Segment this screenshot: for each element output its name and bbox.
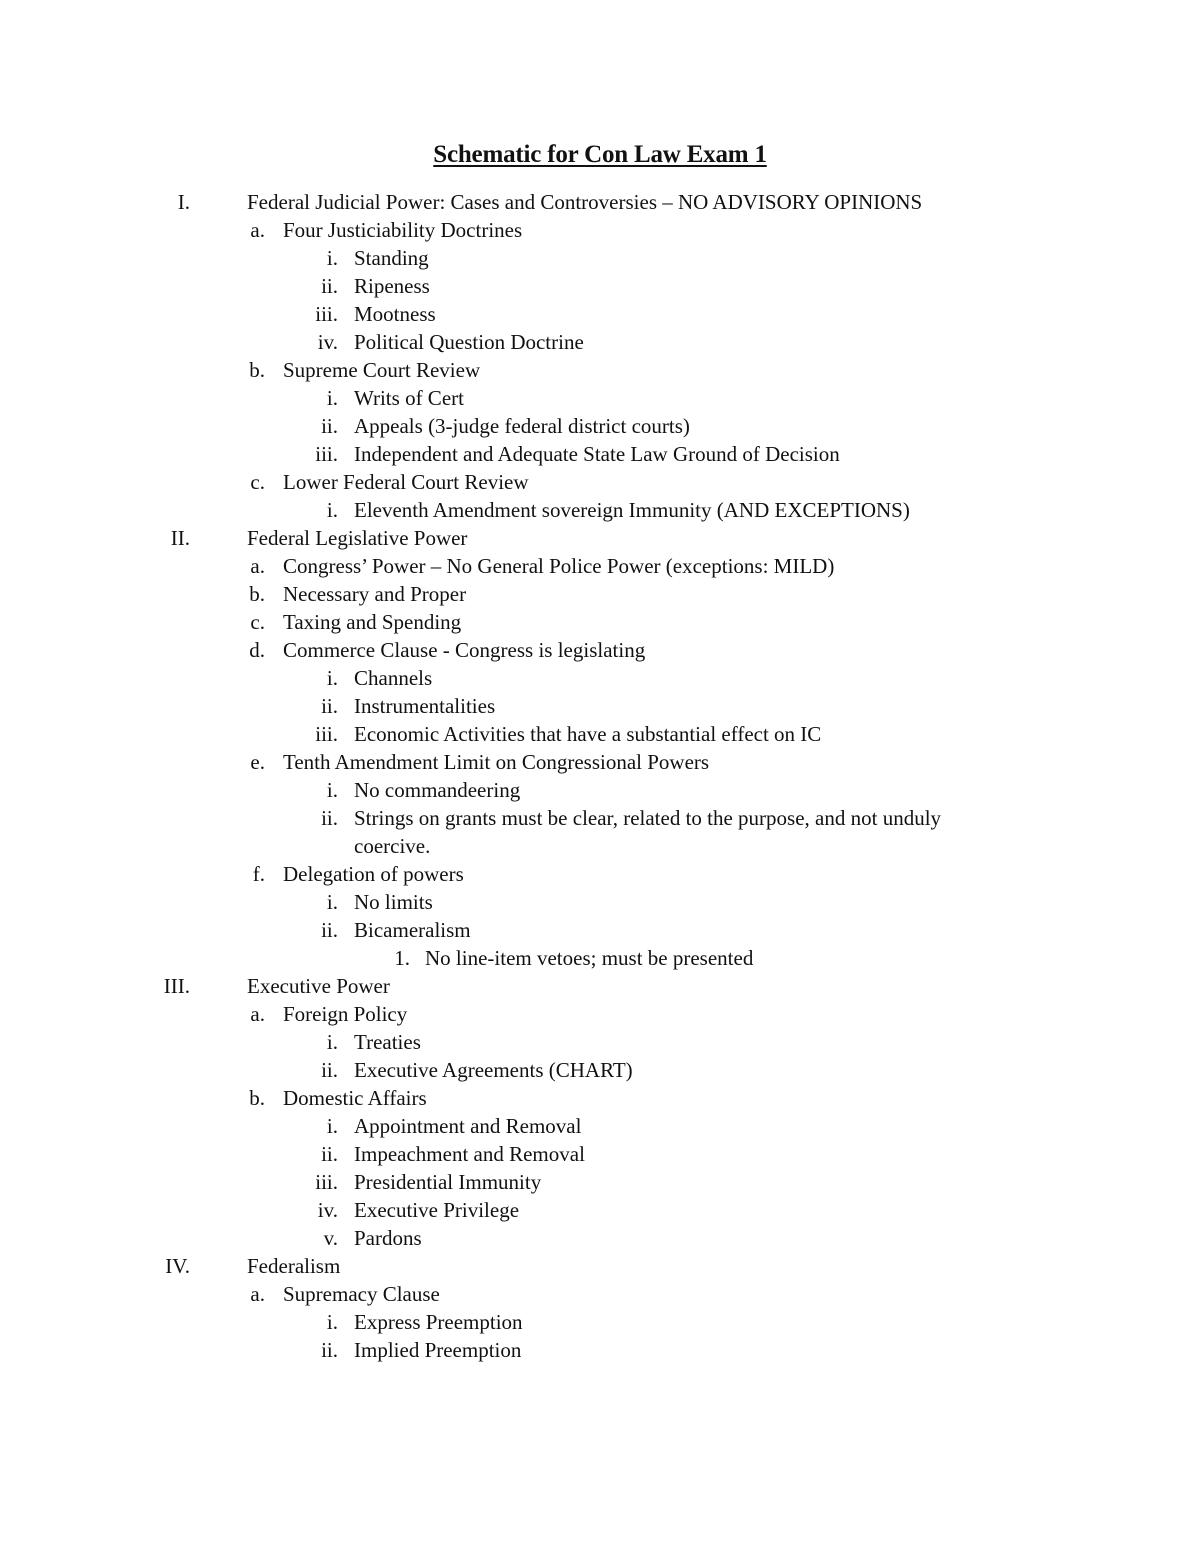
outline-text: Political Question Doctrine (354, 330, 584, 354)
outline-marker: f. (252, 862, 265, 886)
outline-marker: iv. (317, 330, 338, 354)
outline-marker: ii. (321, 1058, 338, 1082)
outline-marker: iii. (315, 442, 338, 466)
outline-marker: a. (250, 554, 265, 578)
outline-item (0, 1000, 1200, 1028)
outline-text: Four Justiciability Doctrines (283, 218, 523, 242)
outline-marker: e. (250, 750, 265, 774)
outline-text: Executive Power (247, 974, 390, 998)
outline-item (0, 216, 1200, 244)
outline-item (0, 804, 1200, 860)
outline-item (0, 1140, 1200, 1168)
outline-marker: ii. (321, 806, 338, 830)
outline-text: Impeachment and Removal (354, 1142, 585, 1166)
outline-text: Ripeness (354, 274, 430, 298)
outline-marker: c. (250, 610, 265, 634)
outline-text: Domestic Affairs (283, 1086, 427, 1110)
outline-item (0, 664, 1200, 692)
outline-marker: iii. (315, 1170, 338, 1194)
outline-marker: i. (326, 778, 338, 802)
outline-text: Channels (354, 666, 433, 690)
outline-item (0, 944, 1200, 972)
outline-text: Mootness (354, 302, 436, 326)
outline-item (0, 300, 1200, 328)
outline-item (0, 356, 1200, 384)
outline-text: Federal Legislative Power (247, 526, 468, 550)
outline-marker: b. (249, 1086, 265, 1110)
outline-item (0, 328, 1200, 356)
outline-item (0, 440, 1200, 468)
outline-text: Independent and Adequate State Law Ground of Decision (354, 442, 840, 466)
outline-text: Federal Judicial Power: Cases and Controversies – NO ADVISORY OPINIONS (247, 190, 923, 214)
outline-text: Economic Activities that have a substantial effect on IC (354, 722, 822, 746)
outline-text: Foreign Policy (283, 1002, 408, 1026)
outline-text: Appointment and Removal (354, 1114, 582, 1138)
outline-text: Presidential Immunity (354, 1170, 542, 1194)
outline-item (0, 720, 1200, 748)
outline-item (0, 888, 1200, 916)
outline-item (0, 496, 1200, 524)
outline-item (0, 188, 1200, 216)
outline-marker: d. (249, 638, 265, 662)
outline-item (0, 1280, 1200, 1308)
outline-text: Pardons (354, 1226, 422, 1250)
outline-item (0, 1084, 1200, 1112)
outline-text: Treaties (354, 1030, 421, 1054)
outline-text: Eleventh Amendment sovereign Immunity (AND EXCEPTIONS) (354, 498, 910, 522)
outline-text: Commerce Clause - Congress is legislating (283, 638, 646, 662)
outline-text: Lower Federal Court Review (283, 470, 529, 494)
outline-item (0, 692, 1200, 720)
outline-marker: a. (250, 1282, 265, 1306)
outline-list (0, 188, 1200, 1364)
outline-marker: IV. (165, 1254, 190, 1278)
outline-text: Delegation of powers (283, 862, 464, 886)
outline-item (0, 244, 1200, 272)
outline-marker: II. (170, 526, 190, 550)
outline-text: Taxing and Spending (283, 610, 462, 634)
outline-marker: 1. (394, 946, 410, 970)
outline-marker: ii. (321, 414, 338, 438)
outline-marker: b. (249, 582, 265, 606)
outline-item (0, 860, 1200, 888)
outline-marker: iii. (315, 302, 338, 326)
outline-item (0, 916, 1200, 944)
outline-marker: ii. (321, 694, 338, 718)
outline-item (0, 1308, 1200, 1336)
outline-marker: v. (323, 1226, 338, 1250)
outline-item (0, 384, 1200, 412)
outline-text: Executive Privilege (354, 1198, 520, 1222)
outline-marker: i. (326, 666, 338, 690)
outline-item (0, 776, 1200, 804)
outline-item (0, 608, 1200, 636)
outline-marker: c. (250, 470, 265, 494)
outline-marker: a. (250, 218, 265, 242)
outline-text: Congress’ Power – No General Police Power (exceptions: MILD) (283, 554, 835, 578)
outline-marker: i. (326, 1114, 338, 1138)
outline-item (0, 552, 1200, 580)
outline-item (0, 580, 1200, 608)
outline-item (0, 468, 1200, 496)
outline-marker: i. (326, 1310, 338, 1334)
outline-text: Supremacy Clause (283, 1282, 440, 1306)
outline-item (0, 1196, 1200, 1224)
outline-marker: i. (326, 1030, 338, 1054)
outline-text: Supreme Court Review (283, 358, 481, 382)
outline-item (0, 272, 1200, 300)
outline-item (0, 1112, 1200, 1140)
outline-item (0, 412, 1200, 440)
outline-item (0, 1028, 1200, 1056)
outline-marker: ii. (321, 918, 338, 942)
outline-marker: ii. (321, 1142, 338, 1166)
outline-text: Federalism (247, 1254, 341, 1278)
outline-marker: i. (326, 246, 338, 270)
outline-text: No line-item vetoes; must be presented (425, 946, 754, 970)
outline-item (0, 1056, 1200, 1084)
outline-marker: ii. (321, 1338, 338, 1362)
outline-marker: i. (326, 890, 338, 914)
outline-item (0, 748, 1200, 776)
outline-item (0, 972, 1200, 1000)
outline-marker: a. (250, 1002, 265, 1026)
outline-text: Necessary and Proper (283, 582, 467, 606)
outline-marker: i. (326, 386, 338, 410)
outline-text: Appeals (3-judge federal district courts) (354, 414, 690, 438)
outline-marker: I. (177, 190, 190, 214)
outline-text: Bicameralism (354, 918, 471, 942)
outline-item (0, 524, 1200, 552)
outline-text: Executive Agreements (CHART) (354, 1058, 633, 1082)
outline-text: Strings on grants must be clear, related to the purpose, and not unduly coercive. (354, 806, 942, 858)
outline-marker: ii. (321, 274, 338, 298)
outline-text: Standing (354, 246, 429, 270)
outline-text: Tenth Amendment Limit on Congressional Powers (283, 750, 710, 774)
outline-item (0, 1336, 1200, 1364)
outline-marker: III. (163, 974, 190, 998)
page-title: Schematic for Con Law Exam 1 (433, 141, 767, 168)
outline-text: No limits (354, 890, 433, 914)
outline-item (0, 1168, 1200, 1196)
outline-marker: iv. (317, 1198, 338, 1222)
outline-text: No commandeering (354, 778, 521, 802)
outline-marker: b. (249, 358, 265, 382)
outline-text: Instrumentalities (354, 694, 496, 718)
outline-item (0, 1252, 1200, 1280)
outline-text: Implied Preemption (354, 1338, 522, 1362)
outline-item (0, 636, 1200, 664)
outline-text: Express Preemption (354, 1310, 523, 1334)
outline-item (0, 1224, 1200, 1252)
outline-text: Writs of Cert (354, 386, 464, 410)
outline-marker: iii. (315, 722, 338, 746)
outline-marker: i. (326, 498, 338, 522)
